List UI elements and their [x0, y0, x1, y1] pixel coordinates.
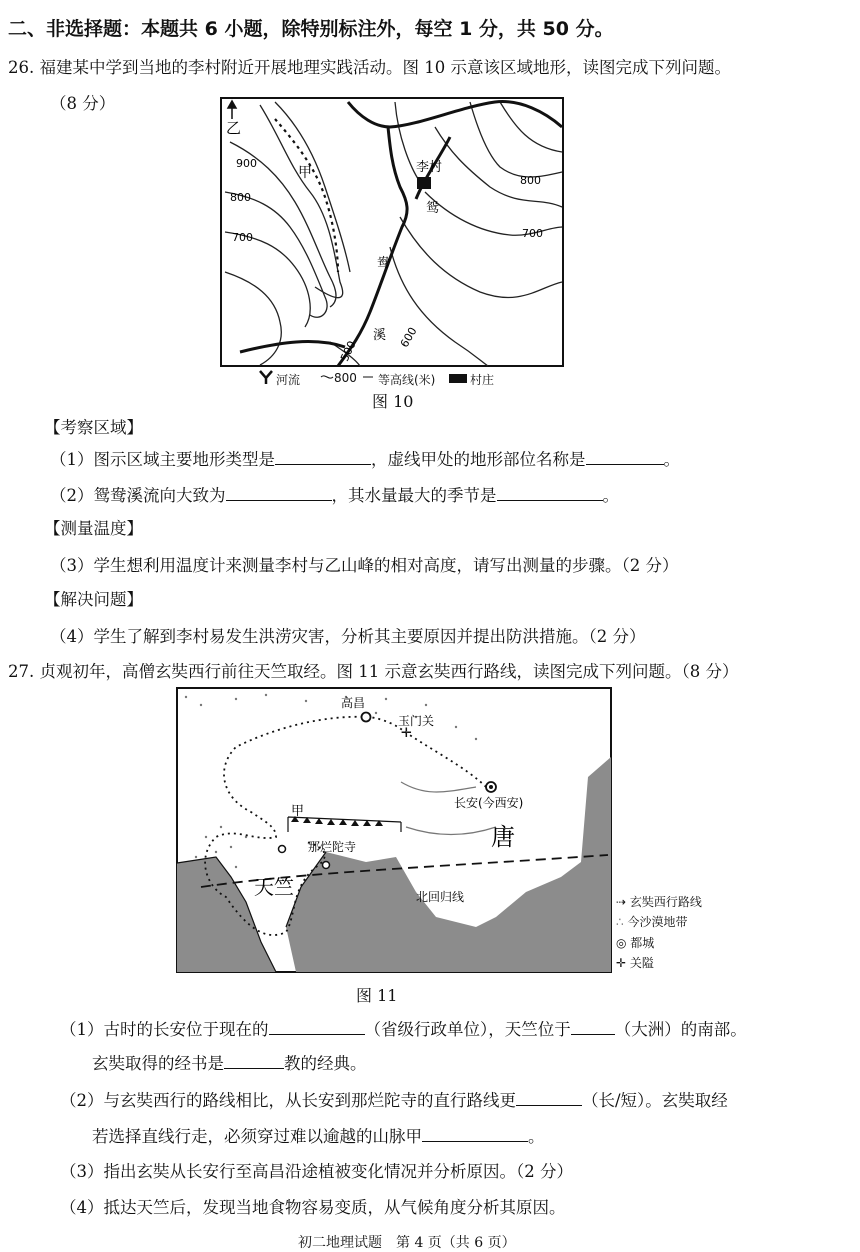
river-char-3: 溪 [373, 328, 387, 343]
q27-item-2-line2: 若选择直线行走，必须穿过难以逾越的山脉甲 。 [92, 1127, 545, 1146]
label-jia: 甲 [298, 165, 312, 181]
label-gaochang: 高昌 [341, 696, 366, 710]
q27-item-3: （3）指出玄奘从长安行至高昌沿途植被变化情况并分析原因。（2 分） [60, 1162, 573, 1181]
legend-contour-sample: 800 [334, 371, 357, 385]
contour-label: 700 [232, 231, 253, 244]
pass-legend-icon: ✛ [616, 956, 630, 970]
legend-desert: ∴ 今沙漠地带 [616, 915, 688, 929]
q27-item-1: （1）古时的长安位于现在的 （省级行政单位），天竺位于 （大洲）的南部。 [60, 1020, 747, 1039]
answer-blank[interactable] [422, 1125, 528, 1142]
q27-item-1-line2: 玄奘取得的经书是 教的经典。 [92, 1054, 367, 1073]
yumenguan-marker: ✛ [401, 726, 412, 741]
tag-region: 【考察区域】 [44, 418, 143, 437]
answer-blank[interactable] [226, 484, 332, 501]
label-tropic: 北回归线 [416, 890, 465, 904]
q26-points: （8 分） [50, 94, 116, 113]
legend-pass: ✛ 关隘 [616, 956, 654, 970]
answer-blank[interactable] [586, 448, 664, 465]
label-nalanda: 那烂陀寺 [308, 840, 357, 854]
capital-legend-icon: ◎ [616, 936, 631, 950]
gaochang-marker [362, 713, 371, 722]
q27-item-4: （4）抵达天竺后，发现当地食物容易变质，从气候角度分析其原因。 [60, 1198, 566, 1217]
page-footer: 初二地理试题 第 4 页（共 6 页） [298, 1235, 516, 1251]
contour-label: 800 [230, 191, 251, 204]
answer-blank[interactable] [224, 1052, 284, 1069]
q27-stem: 27. 贞观初年，高僧玄奘西行前往天竺取经。图 11 示意玄奘西行路线，读图完成下列问题。（8 分） [8, 662, 739, 681]
desert-legend-icon: ∴ [616, 915, 628, 929]
section-header: 二、非选择题：本题共 6 小题，除特别标注外，每空 1 分，共 50 分。 [8, 18, 614, 40]
figure-10-map [220, 97, 564, 367]
contour-legend-icon [320, 372, 334, 382]
q26-item-4: （4）学生了解到李村易发生洪涝灾害，分析其主要原因并提出防洪措施。（2 分） [50, 627, 646, 646]
legend-village-label: 村庄 [470, 373, 495, 387]
q26-item-1: （1）图示区域主要地形类型是 ，虚线甲处的地形部位名称是 。 [50, 450, 680, 469]
contour-label: 800 [520, 174, 541, 187]
answer-blank[interactable] [497, 484, 603, 501]
q26-item-2: （2）鸳鸯溪流向大致为 ，其水量最大的季节是 。 [50, 486, 619, 505]
river-legend-icon [258, 369, 274, 385]
contour-legend-icon [362, 372, 374, 382]
contour-label: 700 [522, 227, 543, 240]
legend-capital: ◎ 都城 [616, 936, 655, 950]
label-yumenguan: 玉门关 [398, 714, 435, 728]
route-legend-icon: ⇢ [616, 895, 630, 909]
contour-label: 900 [236, 157, 257, 170]
answer-blank[interactable] [571, 1018, 615, 1035]
figure-10-caption: 图 10 [372, 392, 414, 411]
village-legend-icon [449, 374, 467, 383]
nalanda-marker [279, 846, 286, 853]
label-tianzhu: 天竺 [254, 875, 294, 899]
q27-item-2: （2）与玄奘西行的路线相比，从长安到那烂陀寺的直行路线更 （长/短）。玄奘取经 [60, 1091, 728, 1110]
map-frame [221, 98, 563, 366]
answer-blank[interactable] [275, 448, 371, 465]
peak-yi-label: 乙 [226, 119, 242, 137]
village-icon [417, 177, 431, 189]
legend-route: ⇢ 玄奘西行路线 [616, 895, 702, 909]
figure-11-map [176, 687, 612, 973]
contour-label: 600 [397, 325, 420, 350]
tag-solve: 【解决问题】 [44, 590, 143, 609]
figure-11-caption: 图 11 [356, 986, 398, 1005]
label-jia-mountain: 甲 [291, 804, 305, 819]
river-char-2: 鸯 [377, 256, 391, 271]
label-changan: 长安(今西安) [454, 796, 524, 810]
q26-stem: 26. 福建某中学到当地的李村附近开展地理实践活动。图 10 示意该区域地形，读图完成下列问题。 [8, 58, 731, 77]
legend-contour-label: 等高线(米) [378, 373, 436, 387]
q26-item-3: （3）学生想利用温度计来测量李村与乙山峰的相对高度，请写出测量的步骤。（2 分） [50, 556, 679, 575]
legend-river-label: 河流 [276, 373, 301, 387]
contour-label: 500 [338, 338, 359, 364]
answer-blank[interactable] [269, 1018, 365, 1035]
river-char-1: 鸳 [426, 201, 440, 216]
tag-temp: 【测量温度】 [44, 519, 143, 538]
village-label: 李村 [416, 160, 443, 175]
answer-blank[interactable] [516, 1089, 582, 1106]
label-tang: 唐 [491, 823, 515, 851]
